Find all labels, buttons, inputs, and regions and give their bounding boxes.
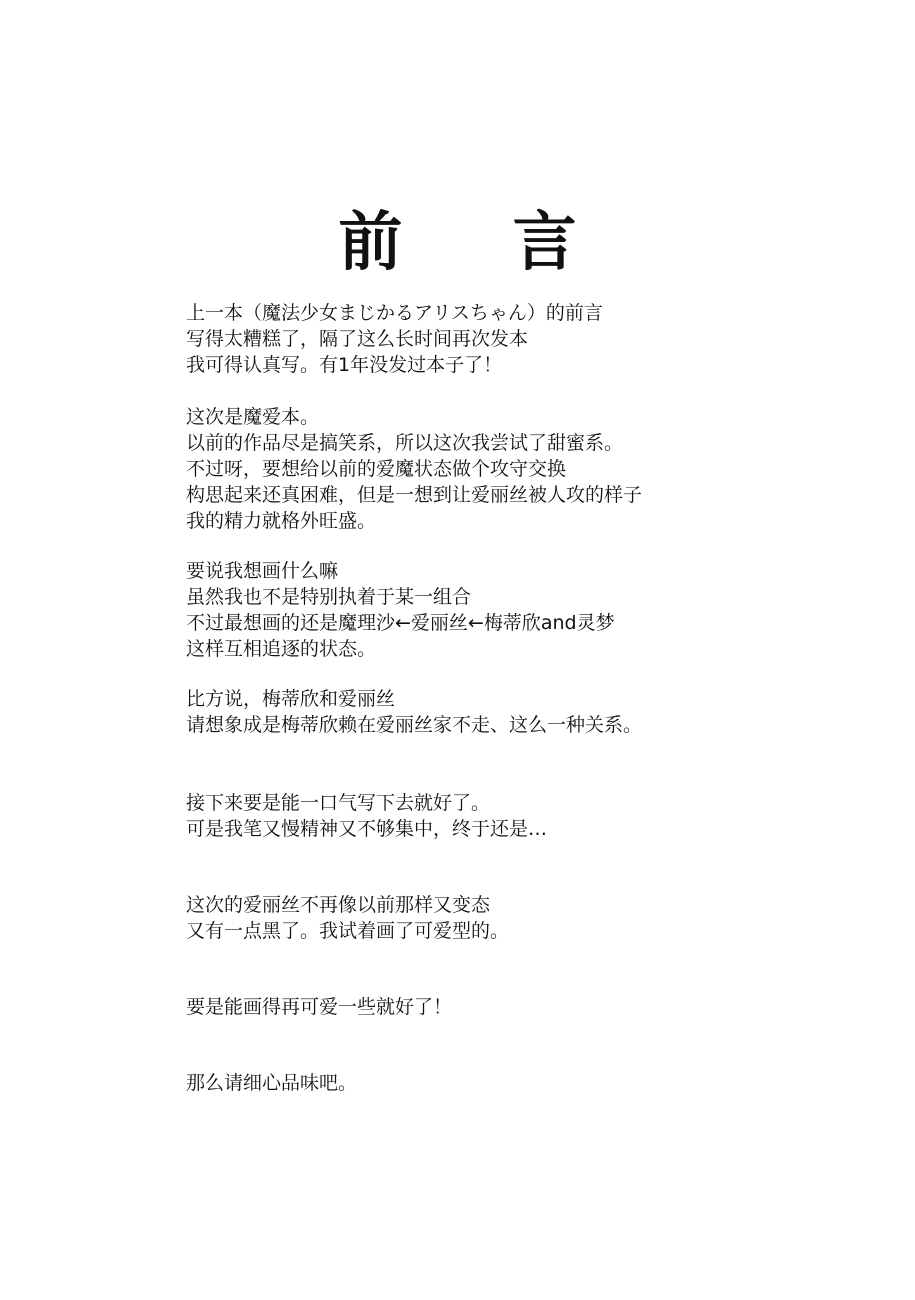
body-line: 那么请细心品味吧。: [186, 1072, 358, 1094]
body-line: 这次是魔爱本。: [186, 406, 320, 428]
body-line: 要说我想画什么嘛: [186, 560, 339, 582]
body-line: 我的精力就格外旺盛。: [186, 510, 377, 532]
body-line: 可是我笔又慢精神又不够集中，终于还是…: [186, 818, 548, 840]
body-line: 上一本（魔法少女まじかるアリスちゃん）的前言: [186, 302, 603, 324]
body-line: 不过最想画的还是魔理沙←爱丽丝←梅蒂欣and灵梦: [186, 612, 615, 634]
body-line: 又有一点黑了。我试着画了可爱型的。: [186, 920, 510, 942]
body-line: 虽然我也不是特别执着于某一组合: [186, 586, 472, 608]
body-line: 请想象成是梅蒂欣赖在爱丽丝家不走、这么一种关系。: [186, 714, 643, 736]
body-line: 写得太糟糕了，隔了这么长时间再次发本: [186, 328, 529, 350]
page-title: 前 言: [338, 205, 621, 280]
body-line: 不过呀，要想给以前的爱魔状态做个攻守交换: [186, 458, 567, 480]
body-line: 比方说，梅蒂欣和爱丽丝: [186, 688, 396, 710]
body-line: 接下来要是能一口气写下去就好了。: [186, 792, 491, 814]
body-line: 以前的作品尽是搞笑系，所以这次我尝试了甜蜜系。: [186, 432, 624, 454]
body-line: 我可得认真写。有1年没发过本子了！: [186, 354, 503, 376]
body-line: 构思起来还真困难，但是一想到让爱丽丝被人攻的样子: [186, 484, 643, 506]
body-line: 这次的爱丽丝不再像以前那样又变态: [186, 894, 491, 916]
body-line: 这样互相追逐的状态。: [186, 638, 377, 660]
body-line: 要是能画得再可爱一些就好了！: [186, 996, 453, 1018]
